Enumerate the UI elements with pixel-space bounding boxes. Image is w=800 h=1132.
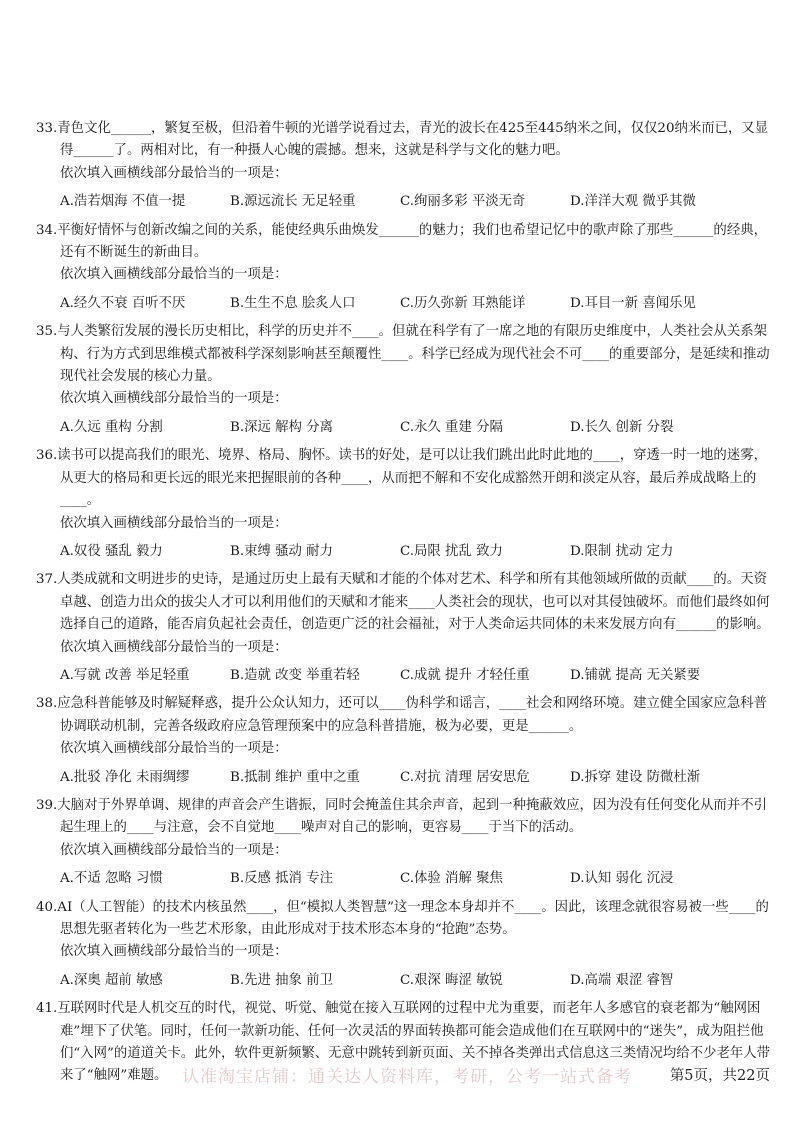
option-a[interactable]: A.浩若烟海 不值一提 [60, 194, 186, 210]
question-list [36, 118, 776, 1088]
question-block [36, 445, 776, 563]
option-b[interactable]: B.抵制 维护 重中之重 [230, 769, 360, 785]
option-d[interactable]: D.洋洋大观 微乎其微 [570, 194, 696, 210]
question-stem: 34.平衡好情怀与创新改编之间的关系，能使经典乐曲焕发______的魅力；我们也希望记忆中的歌声除了那些______的经典，还有不断诞生的新曲目。 [36, 222, 767, 261]
options-row [36, 417, 776, 439]
question-block [36, 118, 776, 214]
options-row [36, 191, 776, 213]
question-prompt: 依次填入画横线部分最恰当的一项是： [60, 515, 288, 531]
question-prompt: 依次填入画横线部分最恰当的一项是： [60, 741, 288, 757]
question-stem: 37.人类成就和文明进步的史诗，是通过历史上最有天赋和才能的个体对艺术、科学和所有其他领域所做的贡献____的。天资卓越、创造力出众的拔尖人才可以利用他们的天赋和才能来____人类社会的现状，也可以对其侵蚀破坏。而他们最终如何选择自己的道路，能否肩负起社会责任，创造更广泛的社会福祉，对于人类命运共同体的未来发展方向有______的影响。 [36, 572, 770, 633]
option-b[interactable]: B.源远流长 无足轻重 [230, 194, 356, 210]
option-c[interactable]: C.局限 扰乱 致力 [400, 543, 503, 559]
option-d[interactable]: D.耳目一新 喜闻乐见 [570, 295, 696, 311]
question-stem: 35.与人类繁衍发展的漫长历史相比，科学的历史并不____。但就在科学有了一席之地的有限历史维度中，人类社会从关系架构、行为方式到思维模式都被科学深刻影响甚至颠覆性____。科学已经成为现代社会不可____的重要部分，是延续和推动现代社会发展的核心力量。 [36, 324, 770, 385]
option-b[interactable]: B.先进 抽象 前卫 [230, 972, 333, 988]
option-d[interactable]: D.高端 艰涩 睿智 [570, 972, 674, 988]
question-stem: 39.大脑对于外界单调、规律的声音会产生谐振，同时会掩盖住其余声音，起到一种掩蔽效应，因为没有任何变化从而并不引起生理上的____与注意，会不自觉地____噪声对自己的影响，更容易____于当下的活动。 [36, 797, 767, 836]
options-row [36, 970, 776, 992]
question-stem: 33.青色文化______，繁复至极，但沿着牛顿的光谱学说看过去，青光的波长在425至445纳米之间，仅仅20纳米而已，又显得______了。两相对比，有一种摄人心魄的震撼。想来，这就是科学与文化的魅力吧。 [36, 121, 769, 159]
question-prompt: 依次填入画横线部分最恰当的一项是： [60, 391, 288, 407]
option-c[interactable]: C.永久 重建 分隔 [400, 419, 503, 435]
question-prompt: 依次填入画横线部分最恰当的一项是： [60, 267, 288, 283]
question-stem: 40.AI（人工智能）的技术内核虽然____，但“模拟人类智慧”这一理念本身却并不____。因此，该理念就很容易被一些____的思想先驱者转化为一些艺术形象，由此形成对于技术形态本身的“抢跑”态势。 [36, 899, 769, 937]
option-d[interactable]: D.认知 弱化 沉浸 [570, 871, 674, 887]
page-footer [0, 1062, 800, 1088]
option-a[interactable]: A.深奥 超前 敏感 [60, 972, 163, 988]
option-a[interactable]: A.奴役 骚乱 毅力 [60, 543, 163, 559]
option-c[interactable]: C.对抗 清理 居安思危 [400, 769, 530, 785]
question-stem: 36.读书可以提高我们的眼光、境界、格局、胸怀。读书的好处，是可以让我们跳出此时此地的____，穿透一时一地的迷雾，从更大的格局和更长远的眼光来把握眼前的各种____，从而把不解和不安化成豁然开朗和淡定从容，最后养成战略上的____。 [36, 448, 767, 509]
option-d[interactable]: D.长久 创新 分裂 [570, 419, 674, 435]
options-row [36, 541, 776, 563]
question-block [36, 321, 776, 439]
option-b[interactable]: B.生生不息 脍炙人口 [230, 295, 356, 311]
option-d[interactable]: D.限制 扰动 定力 [570, 543, 674, 559]
option-d[interactable]: D.拆穿 建设 防微杜渐 [570, 769, 701, 785]
question-prompt: 依次填入画横线部分最恰当的一项是： [60, 944, 288, 960]
question-block [36, 569, 776, 687]
question-block [36, 897, 776, 993]
watermark-text: 认准淘宝店铺：通关达人资料库，考研，公考一站式备考 [182, 1067, 632, 1087]
question-prompt: 依次填入画横线部分最恰当的一项是： [60, 639, 288, 655]
options-row [36, 293, 776, 315]
option-a[interactable]: A.批驳 净化 未雨绸缪 [60, 769, 190, 785]
question-block [36, 795, 776, 891]
option-b[interactable]: B.造就 改变 举重若轻 [230, 667, 360, 683]
page-number: 第5页，共22页 [669, 1068, 770, 1084]
option-c[interactable]: C.历久弥新 耳熟能详 [400, 295, 526, 311]
question-block [36, 220, 776, 316]
option-c[interactable]: C.体验 消解 聚焦 [400, 871, 503, 887]
option-b[interactable]: B.反感 抵消 专注 [230, 871, 333, 887]
question-stem: 41.互联网时代是人机交互的时代，视觉、听觉、触觉在接入互联网的过程中尤为重要，而老年人多感官的衰老都为“触网困难”埋下了伏笔。同时，任何一款新功能、任何一次灵活的界面转换都可能会造成他们在互联网中的“迷失”，成为阻拦他们“入网”的道道关卡。此外，软件更新频繁、无意中跳转到新页面、关不掉各类弹出式信息这三类情况均给不少老年人带来了“触网”难题。 [36, 1001, 770, 1084]
question-prompt: 依次填入画横线部分最恰当的一项是： [60, 842, 288, 858]
options-row [36, 868, 776, 890]
options-row [36, 665, 776, 687]
question-prompt: 依次填入画横线部分最恰当的一项是： [60, 165, 288, 181]
question-stem: 38.应急科普能够及时解疑释惑，提升公众认知力，还可以____伪科学和谣言，____社会和网络环境。建立健全国家应急科普协调联动机制，完善各级政府应急管理预案中的应急科普措施，极为必要，更是______。 [36, 696, 767, 734]
option-a[interactable]: A.久远 重构 分割 [60, 419, 163, 435]
option-c[interactable]: C.绚丽多彩 平淡无奇 [400, 194, 526, 210]
option-a[interactable]: A.写就 改善 举足轻重 [60, 667, 190, 683]
option-c[interactable]: C.成就 提升 才轻任重 [400, 667, 530, 683]
option-c[interactable]: C.艰深 晦涩 敏锐 [400, 972, 503, 988]
option-b[interactable]: B.束缚 骚动 耐力 [230, 543, 333, 559]
options-row [36, 767, 776, 789]
option-a[interactable]: A.不适 忽略 习惯 [60, 871, 163, 887]
option-d[interactable]: D.铺就 提高 无关紧要 [570, 667, 701, 683]
option-b[interactable]: B.深远 解构 分离 [230, 419, 333, 435]
question-block [36, 693, 776, 789]
option-a[interactable]: A.经久不衰 百听不厌 [60, 295, 186, 311]
